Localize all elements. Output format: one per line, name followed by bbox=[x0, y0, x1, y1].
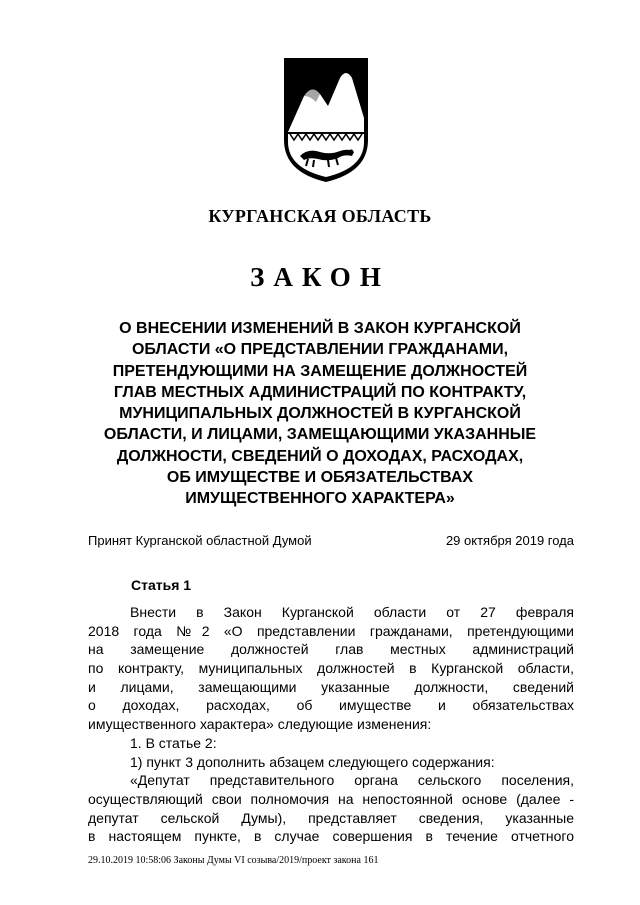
subject-line: ПРЕТЕНДУЮЩИМИ НА ЗАМЕЩЕНИЕ ДОЛЖНОСТЕЙ bbox=[112, 362, 528, 380]
body-line: имущественного характера» следующие изменения: bbox=[88, 716, 432, 733]
adopted-by: Принят Курганской областной Думой bbox=[88, 533, 312, 548]
body-line: «Депутат представительного органа сельского поселения, bbox=[130, 772, 574, 789]
body-line: Внести в Закон Курганской области от 27 февраля bbox=[130, 604, 574, 620]
article-body bbox=[88, 603, 574, 846]
body-line: депутат сельской Думы), представляет сведения, указанные bbox=[88, 809, 574, 826]
body-line: 2018 года №2 «О представлении гражданами, претендующими bbox=[88, 622, 574, 639]
subject-line: МУНИЦИПАЛЬНЫХ ДОЛЖНОСТЕЙ В КУРГАНСКОЙ bbox=[119, 405, 521, 423]
body-line: и лицами, замещающими указанные должности, сведений bbox=[88, 678, 574, 695]
subject-line: ГЛАВ МЕСТНЫХ АДМИНИСТРАЦИЙ ПО КОНТРАКТУ, bbox=[113, 383, 527, 401]
subject-line: ОБ ИМУЩЕСТВЕ И ОБЯЗАТЕЛЬСТВАХ bbox=[166, 469, 474, 487]
body-line: о доходах, расходах, об имуществе и обязательствах bbox=[88, 697, 574, 714]
body-line: по контракту, муниципальных должностей в Курганской области, bbox=[88, 660, 574, 677]
body-line: осуществляющий свои полномочия на непостоянной основе (далее - bbox=[88, 790, 574, 807]
body-line: в настоящем пункте, в случае совершения в течение отчетного bbox=[88, 828, 574, 845]
body-line: 1. В статье 2: bbox=[130, 734, 217, 751]
subject-line: ДОЛЖНОСТИ, СВЕДЕНИЙ О ДОХОДАХ, РАСХОДАХ, bbox=[116, 447, 524, 465]
subject-line: ОБЛАСТИ «О ПРЕДСТАВЛЕНИИ ГРАЖДАНАМИ, bbox=[131, 341, 509, 359]
law-subject-heading bbox=[60, 318, 580, 510]
body-line: на замещение должностей глав местных администраций bbox=[88, 641, 574, 658]
adoption-date: 29 октября 2019 года bbox=[445, 533, 574, 548]
subject-line: О ВНЕСЕНИИ ИЗМЕНЕНИЙ В ЗАКОН КУРГАНСКОЙ bbox=[119, 320, 521, 337]
adoption-info bbox=[88, 533, 574, 548]
subject-line: ИМУЩЕСТВЕННОГО ХАРАКТЕРА» bbox=[185, 490, 455, 508]
subject-line: ОБЛАСТИ, И ЛИЦАМИ, ЗАМЕЩАЮЩИМИ УКАЗАННЫЕ bbox=[103, 426, 537, 444]
coat-of-arms-icon bbox=[282, 56, 370, 184]
document-type: ЗАКОН bbox=[250, 262, 390, 292]
article-title: Статья 1 bbox=[131, 577, 192, 593]
region-title: КУРГАНСКАЯ ОБЛАСТЬ bbox=[208, 206, 432, 226]
footer-file-path: 29.10.2019 10:58:06 Законы Думы VI созыва/2019/проект закона 161 bbox=[88, 855, 379, 866]
body-line: 1) пункт 3 дополнить абзацем следующего содержания: bbox=[130, 753, 495, 770]
